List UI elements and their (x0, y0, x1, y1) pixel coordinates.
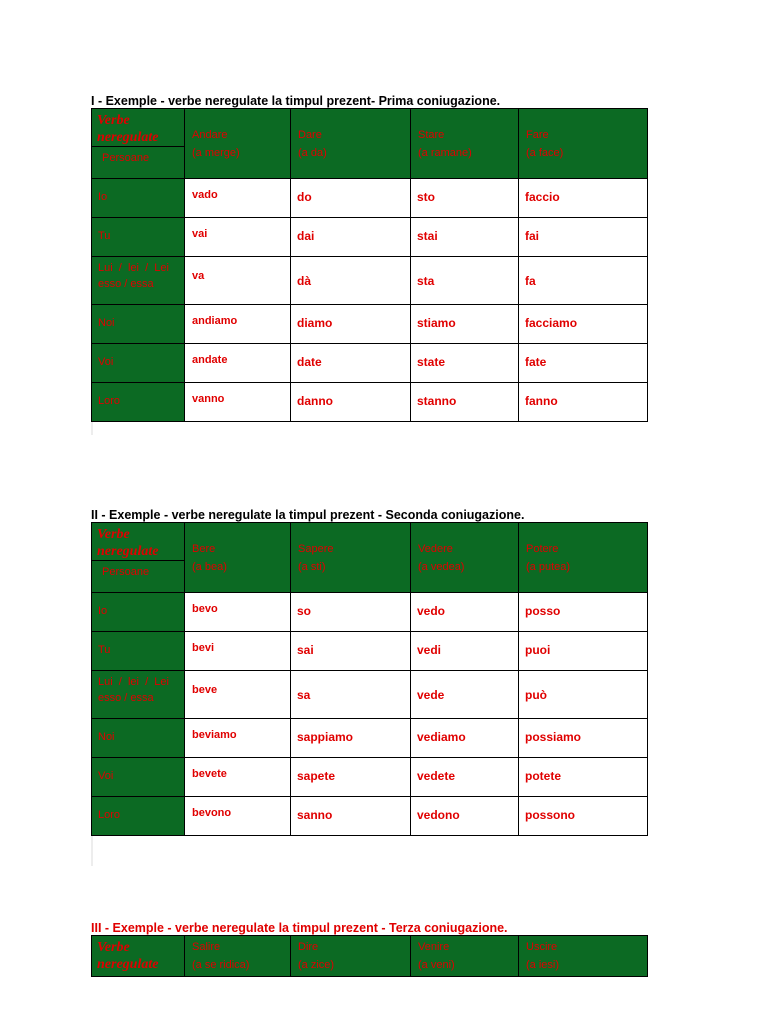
verb-italian: Andare (192, 129, 228, 141)
conjugation-grid (91, 935, 648, 977)
table-row (91, 593, 648, 632)
verb-form: andate (185, 344, 291, 382)
verb-form: bevete (185, 758, 291, 796)
verb-translation: (a da) (298, 147, 327, 159)
verb-italian: Dare (298, 129, 322, 141)
person-cell: Voi (91, 344, 185, 382)
person-cell: Loro (91, 797, 185, 835)
verb-header (185, 109, 291, 178)
verb-italian: Potere (526, 543, 559, 555)
verb-form: vede (411, 671, 519, 718)
corner-cell (91, 936, 185, 976)
verb-form: danno (291, 383, 411, 421)
verb-form: sappiamo (291, 719, 411, 757)
table-row (91, 218, 648, 257)
conjugation-grid (91, 522, 648, 836)
verb-form: vedete (411, 758, 519, 796)
verb-form: vado (185, 179, 291, 217)
verb-form: dà (291, 257, 411, 304)
verb-italian: Sapere (298, 543, 334, 555)
verb-italian: Uscire (526, 941, 558, 953)
person-cell: Noi (91, 719, 185, 757)
corner-cell (91, 523, 185, 592)
verb-form: diamo (291, 305, 411, 343)
verb-translation: (a sti) (298, 561, 326, 573)
margin-marker (91, 422, 93, 435)
verb-form: bevono (185, 797, 291, 835)
verb-table-2 (91, 508, 648, 836)
verb-form: puoi (519, 632, 648, 670)
corner-label-persons: Persoane (102, 152, 150, 164)
verb-form: beviamo (185, 719, 291, 757)
verb-translation: (a se ridica) (192, 959, 250, 971)
verb-form: so (291, 593, 411, 631)
corner-label-verbs: Verbe neregulate (92, 109, 184, 147)
verb-form: fa (519, 257, 648, 304)
verb-header (411, 109, 519, 178)
verb-form: fanno (519, 383, 648, 421)
header-row (91, 109, 648, 179)
corner-label-verbs: Verbe neregulate (97, 940, 159, 972)
person-cell: Io (91, 593, 185, 631)
verb-table-1 (91, 94, 648, 422)
verb-form: vediamo (411, 719, 519, 757)
table-row (91, 758, 648, 797)
verb-header (291, 109, 411, 178)
verb-form: state (411, 344, 519, 382)
verb-form: sai (291, 632, 411, 670)
verb-form: dai (291, 218, 411, 256)
verb-form: posso (519, 593, 648, 631)
verb-translation: (a face) (526, 147, 564, 159)
verb-header (519, 109, 648, 178)
verb-header (185, 523, 291, 592)
table-row (91, 257, 648, 305)
verb-form: faccio (519, 179, 648, 217)
verb-form: vai (185, 218, 291, 256)
verb-form: andiamo (185, 305, 291, 343)
margin-marker (91, 836, 93, 866)
verb-italian: Dire (298, 941, 319, 953)
verb-form: bevo (185, 593, 291, 631)
verb-translation: (a vedea) (418, 561, 465, 573)
person-label-line2: esso / essa (98, 692, 154, 704)
verb-form: sapete (291, 758, 411, 796)
person-cell: Io (91, 179, 185, 217)
verb-header (185, 936, 291, 976)
verb-form: sanno (291, 797, 411, 835)
header-row (91, 523, 648, 593)
verb-translation: (a iesi) (526, 959, 560, 971)
verb-form: fai (519, 218, 648, 256)
person-cell (91, 257, 185, 304)
person-cell: Voi (91, 758, 185, 796)
verb-form: vedi (411, 632, 519, 670)
person-cell: Noi (91, 305, 185, 343)
verb-italian: Stare (418, 129, 445, 141)
verb-italian: Salire (192, 941, 221, 953)
verb-form: beve (185, 671, 291, 718)
verb-italian: Vedere (418, 543, 453, 555)
verb-form: vedo (411, 593, 519, 631)
person-cell (91, 671, 185, 718)
person-cell: Tu (91, 218, 185, 256)
verb-translation: (a bea) (192, 561, 227, 573)
table-title: I - Exemple - verbe neregulate la timpul prezent- Prima coniugazione. (91, 94, 501, 108)
verb-form: do (291, 179, 411, 217)
table-row (91, 719, 648, 758)
person-cell: Tu (91, 632, 185, 670)
conjugation-grid (91, 108, 648, 422)
verb-header (291, 523, 411, 592)
verb-form: vanno (185, 383, 291, 421)
corner-cell (91, 109, 185, 178)
verb-italian: Venire (418, 941, 450, 953)
verb-form: può (519, 671, 648, 718)
person-label-line2: esso / essa (98, 278, 154, 290)
verb-table-3 (91, 921, 648, 977)
verb-form: potete (519, 758, 648, 796)
person-cell: Loro (91, 383, 185, 421)
verb-form: vedono (411, 797, 519, 835)
verb-form: facciamo (519, 305, 648, 343)
table-row (91, 305, 648, 344)
verb-form: sta (411, 257, 519, 304)
verb-form: va (185, 257, 291, 304)
verb-header (519, 523, 648, 592)
table-title: II - Exemple - verbe neregulate la timpul prezent - Seconda coniugazione. (91, 508, 525, 522)
table-row (91, 179, 648, 218)
verb-form: stiamo (411, 305, 519, 343)
corner-label-verbs: Verbe neregulate (92, 523, 184, 561)
verb-form: sto (411, 179, 519, 217)
person-label-line1: Lui / lei / Lei (98, 676, 169, 688)
verb-translation: (a veni) (418, 959, 455, 971)
verb-header (519, 936, 648, 976)
table-row (91, 344, 648, 383)
verb-translation: (a ramane) (418, 147, 472, 159)
verb-translation: (a putea) (526, 561, 571, 573)
verb-form: possiamo (519, 719, 648, 757)
verb-form: date (291, 344, 411, 382)
header-row (91, 936, 648, 977)
person-label-line1: Lui / lei / Lei (98, 262, 169, 274)
verb-form: bevi (185, 632, 291, 670)
verb-form: stai (411, 218, 519, 256)
table-row (91, 671, 648, 719)
verb-header (291, 936, 411, 976)
verb-italian: Fare (526, 129, 549, 141)
verb-translation: (a zice) (298, 959, 335, 971)
verb-form: fate (519, 344, 648, 382)
table-title: III - Exemple - verbe neregulate la timpul prezent - Terza coniugazione. (91, 921, 508, 935)
table-row (91, 797, 648, 836)
corner-label-persons: Persoane (102, 566, 150, 578)
verb-italian: Bere (192, 543, 216, 555)
verb-form: sa (291, 671, 411, 718)
table-row (91, 383, 648, 422)
verb-header (411, 936, 519, 976)
table-row (91, 632, 648, 671)
verb-header (411, 523, 519, 592)
verb-translation: (a merge) (192, 147, 240, 159)
verb-form: stanno (411, 383, 519, 421)
verb-form: possono (519, 797, 648, 835)
